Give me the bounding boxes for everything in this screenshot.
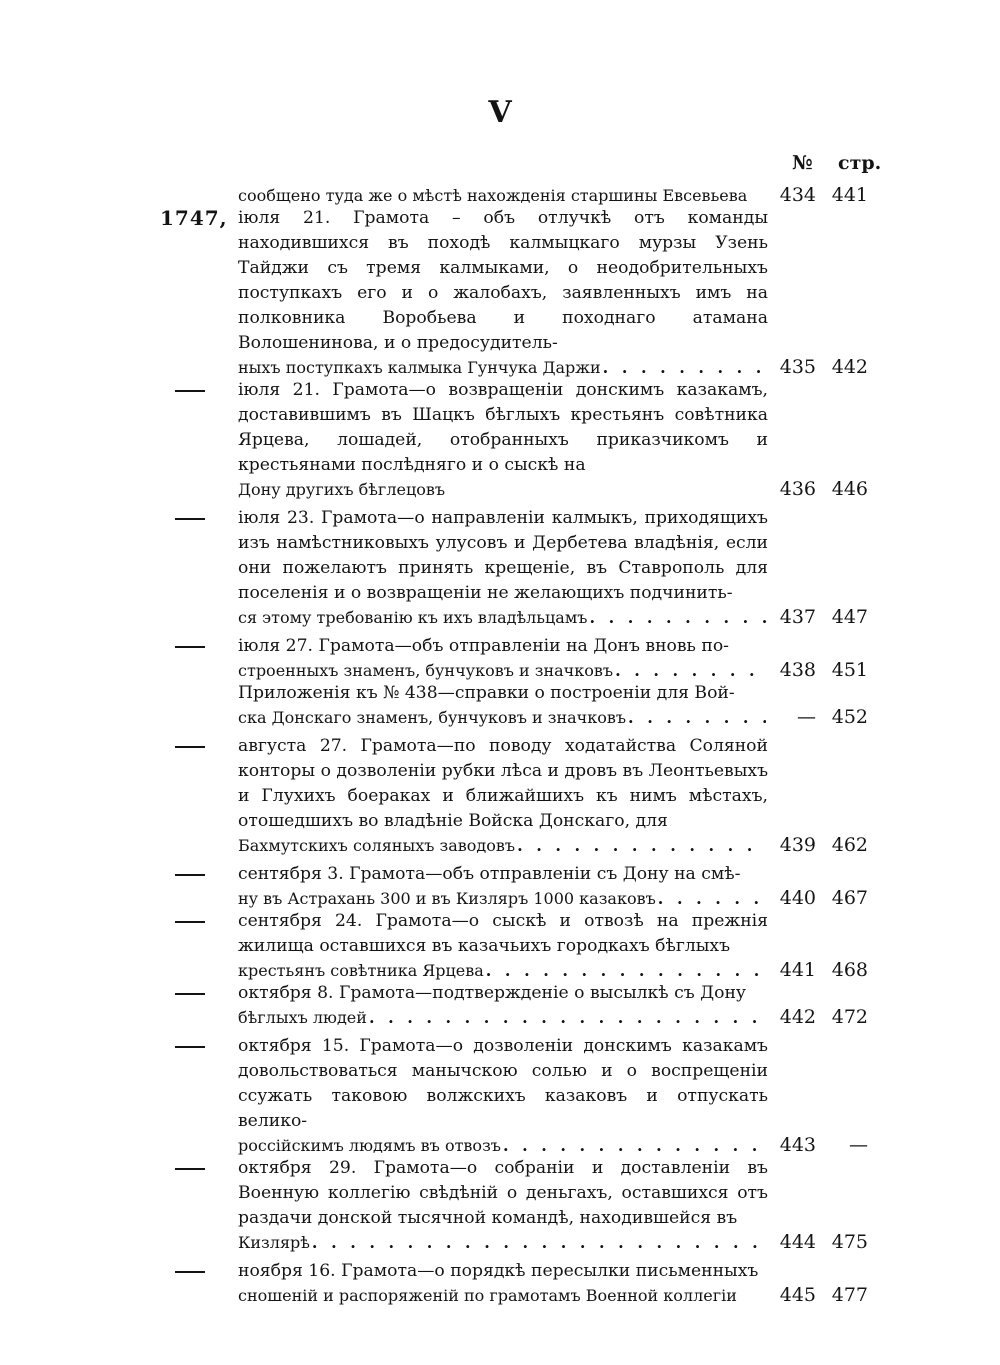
dot-leader (658, 889, 766, 908)
entry-number: 435 (779, 356, 816, 378)
toc-entry (0, 862, 1000, 909)
entry-page: 452 (831, 706, 868, 728)
column-header-page: стр. (838, 152, 882, 174)
column-header-number: № (792, 152, 813, 174)
toc-entry (0, 634, 1000, 681)
entry-year: 1747, (160, 206, 228, 230)
entry-page: 468 (831, 959, 868, 981)
entry-number: 445 (779, 1284, 816, 1306)
entry-page: 472 (831, 1006, 868, 1028)
entry-text: Приложенія къ № 438—справки о построеніи для Вой- (238, 683, 735, 703)
entry-page: 446 (831, 478, 868, 500)
toc-entry (0, 1156, 1000, 1253)
entry-number: 443 (779, 1134, 816, 1156)
dot-leader (603, 358, 766, 377)
dot-leader (628, 708, 766, 727)
entry-page: 467 (831, 887, 868, 909)
entry-page: 462 (831, 834, 868, 856)
entry-text: іюля 27. Грамота—объ отправленіи на Донъ вновь по- (238, 636, 729, 656)
entry-text: іюля 21. Грамота—о возвращеніи донскимъ казакамъ, доставившимъ въ Шацкъ бѣглыхъ крестьянъ совѣтника Ярцева, лошадей, отобранныхъ приказчикомъ и крестьянами послѣдняго и о сыскѣ на (238, 380, 768, 475)
entry-number: 439 (779, 834, 816, 856)
entry-text: ноября 16. Грамота—о порядкѣ пересылки письменныхъ (238, 1261, 759, 1281)
entry-number: 440 (779, 887, 816, 909)
entry-number: 436 (779, 478, 816, 500)
toc-entry (0, 734, 1000, 856)
dot-leader (486, 961, 766, 980)
entry-last-line: ну въ Астрахань 300 и въ Кизляръ 1000 казаковъ (238, 889, 656, 908)
entry-last-line: россійскимъ людямъ въ отвозъ (238, 1136, 501, 1155)
entry-page: 447 (831, 606, 868, 628)
toc-entry (0, 206, 1000, 378)
entry-page: 477 (831, 1284, 868, 1306)
toc-entry (0, 184, 1000, 206)
entry-page: — (849, 1134, 868, 1156)
toc-entry (0, 1259, 1000, 1306)
dot-leader (369, 1008, 766, 1027)
table-of-contents (0, 184, 1000, 1306)
entry-page: 442 (831, 356, 868, 378)
entry-page: 451 (831, 659, 868, 681)
dot-leader (312, 1233, 766, 1252)
entry-number: 437 (779, 606, 816, 628)
dot-leader (503, 1136, 766, 1155)
entry-number: 444 (779, 1231, 816, 1253)
entry-text: октября 15. Грамота—о дозволеніи донскимъ казакамъ довольствоваться манычскою солью и о воспрещеніи ссужать таковою волжскихъ казаковъ и отпускать велико- (238, 1036, 768, 1131)
entry-text: іюля 21. Грамота – объ отлучкѣ отъ команды находившихся въ походѣ калмыцкаго мурзы Узень Тайджи съ тремя калмыками, о неодобрительныхъ поступкахъ его и о жалобахъ, заявленныхъ имъ на полковника Воробьева и походнаго атамана Волошенинова, и о предосудитель- (238, 208, 768, 353)
entry-last-line: Кизлярѣ (238, 1233, 310, 1252)
entry-number: — (797, 706, 816, 728)
dot-leader (615, 661, 766, 680)
entry-last-line: ся этому требованію къ ихъ владѣльцамъ (238, 608, 588, 627)
page-number: V (488, 95, 512, 130)
entry-last-line: Бахмутскихъ соляныхъ заводовъ (238, 836, 516, 855)
entry-number: 442 (779, 1006, 816, 1028)
entry-page: 475 (831, 1231, 868, 1253)
entry-number: 441 (779, 959, 816, 981)
entry-last-line: ска Донскаго знаменъ, бунчуковъ и значковъ (238, 708, 627, 727)
entry-last-line: ныхъ поступкахъ калмыка Гунчука Даржи (238, 358, 601, 377)
entry-text: октября 8. Грамота—подтвержденіе о высылкѣ съ Дону (238, 983, 747, 1003)
toc-entry (0, 378, 1000, 500)
toc-entry (0, 681, 1000, 728)
entry-last-line: крестьянъ совѣтника Ярцева (238, 961, 484, 980)
entry-last-line: Дону другихъ бѣглецовъ (238, 480, 446, 499)
entry-last-line: сообщено туда же о мѣстѣ нахожденія старшины Евсевьева (238, 186, 748, 205)
entry-text: іюля 23. Грамота—о направленіи калмыкъ, приходящихъ изъ намѣстниковыхъ улусовъ и Дербетева владѣнія, если они пожелаютъ принять крещеніе, въ Ставрополь для поселенія и о возвращеніи не желающихъ подчинить- (238, 508, 768, 603)
entry-last-line: строенныхъ знаменъ, бунчуковъ и значковъ (238, 661, 614, 680)
dot-leader (589, 608, 766, 627)
toc-entry (0, 506, 1000, 628)
entry-last-line: бѣглыхъ людей (238, 1008, 367, 1027)
entry-number: 438 (779, 659, 816, 681)
dot-leader (517, 836, 766, 855)
entry-text: сентября 24. Грамота—о сыскѣ и отвозѣ на прежнія жилища оставшихся въ казачьихъ городкахъ бѣглыхъ (238, 911, 768, 956)
entry-last-line: сношеній и распоряженій по грамотамъ Военной коллегіи (238, 1286, 737, 1305)
toc-entry (0, 981, 1000, 1028)
entry-text: августа 27. Грамота—по поводу ходатайства Соляной конторы о дозволеніи рубки лѣса и дровъ въ Леонтьевыхъ и Глухихъ боераках и ближайшихъ къ нимъ мѣстахъ, отошедшихъ во владѣніе Войска Донскаго, для (238, 736, 768, 831)
entry-text: сентября 3. Грамота—объ отправленіи съ Дону на смѣ- (238, 864, 741, 884)
toc-entry (0, 909, 1000, 981)
toc-entry (0, 1034, 1000, 1156)
entry-number: 434 (779, 184, 816, 206)
entry-text: октября 29. Грамота—о собраніи и доставленіи въ Военную коллегію свѣдѣній о деньгахъ, оставшихся отъ раздачи донской тысячной командѣ, находившейся въ (238, 1158, 768, 1228)
entry-page: 441 (831, 184, 868, 206)
